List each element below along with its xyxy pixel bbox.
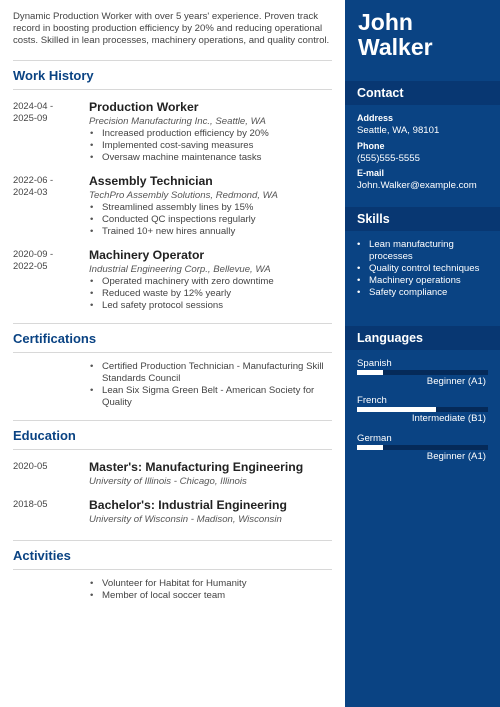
language-name: Spanish (357, 358, 392, 369)
work-start: 2022-06 - (13, 174, 54, 185)
language-level: Intermediate (B1) (411, 413, 486, 424)
divider (13, 540, 332, 541)
degree-title: Bachelor's: Industrial Engineering (89, 498, 287, 512)
job-org: Industrial Engineering Corp., Bellevue, WA (89, 264, 271, 275)
language-level-bar (357, 370, 488, 375)
job-bullets (89, 128, 332, 164)
job-org: Precision Manufacturing Inc., Seattle, WA (89, 116, 266, 127)
work-start: 2024-04 - (13, 100, 54, 111)
list-item: • Volunteer for Habitat for Humanity (89, 578, 334, 590)
work-entry-3 (13, 248, 332, 312)
sidebar (345, 0, 500, 707)
language-level-fill (357, 445, 383, 450)
last-name: Walker (358, 34, 433, 60)
list-item: • Trained 10+ new hires annually (89, 226, 332, 238)
certifications-list (89, 361, 334, 409)
address-label: Address (357, 113, 394, 123)
job-title: Production Worker (89, 100, 199, 114)
skills-heading: Skills (357, 212, 390, 226)
language-level-fill (357, 407, 436, 412)
education-date: 2018-05 (13, 498, 48, 509)
list-item: • Conducted QC inspections regularly (89, 214, 332, 226)
work-history-heading: Work History (13, 68, 94, 83)
job-title: Machinery Operator (89, 248, 205, 262)
job-title: Assembly Technician (89, 174, 213, 188)
education-date: 2020-05 (13, 460, 48, 471)
divider (13, 569, 332, 570)
work-start: 2020-09 - (13, 248, 54, 259)
contact-heading: Contact (357, 86, 404, 100)
language-level-bar (357, 407, 488, 412)
work-date (13, 100, 73, 123)
language-name: German (357, 433, 392, 444)
work-entry-1 (13, 100, 332, 164)
contact-header (345, 81, 500, 105)
divider (13, 323, 332, 324)
work-date (13, 174, 73, 197)
language-level-bar (357, 445, 488, 450)
education-entry-1 (13, 460, 332, 488)
list-item: • Quality control techniques (357, 263, 492, 275)
divider (13, 449, 332, 450)
work-entry-2 (13, 174, 332, 238)
phone-label: Phone (357, 141, 385, 151)
work-date (13, 248, 73, 271)
list-item: • Implemented cost-saving measures (89, 140, 332, 152)
degree-title: Master's: Manufacturing Engineering (89, 460, 304, 474)
job-bullets (89, 276, 332, 312)
list-item: • Lean Six Sigma Green Belt - American Society for Quality (89, 385, 334, 409)
list-item: • Operated machinery with zero downtime (89, 276, 332, 288)
skills-list (357, 239, 492, 299)
language-level: Beginner (A1) (426, 451, 486, 462)
languages-header (345, 326, 500, 350)
list-item: • Machinery operations (357, 275, 492, 287)
divider (13, 89, 332, 90)
school-name: University of Illinois - Chicago, Illinois (89, 476, 247, 487)
work-end: 2022-05 (13, 259, 48, 271)
language-level-fill (357, 370, 383, 375)
divider (13, 60, 332, 61)
job-org: TechPro Assembly Solutions, Redmond, WA (89, 190, 278, 201)
list-item: • Reduced waste by 12% yearly (89, 288, 332, 300)
skills-header (345, 207, 500, 231)
education-entry-2 (13, 498, 332, 526)
work-end: 2025-09 (13, 111, 48, 123)
address-value: Seattle, WA, 98101 (357, 125, 440, 136)
email-value: John.Walker@example.com (357, 180, 477, 191)
languages-heading: Languages (357, 331, 423, 345)
email-label: E-mail (357, 168, 385, 178)
divider (13, 352, 332, 353)
list-item: • Lean manufacturing processes (357, 239, 492, 263)
candidate-name (358, 10, 433, 60)
language-name: French (357, 395, 387, 406)
activities-list (89, 578, 334, 602)
language-level: Beginner (A1) (426, 376, 486, 387)
phone-value: (555)555-5555 (357, 153, 420, 164)
divider (13, 420, 332, 421)
certifications-heading: Certifications (13, 331, 97, 346)
job-bullets (89, 202, 332, 238)
list-item: • Led safety protocol sessions (89, 300, 332, 312)
list-item: • Certified Production Technician - Manufacturing Skill Standards Council (89, 361, 334, 385)
work-end: 2024-03 (13, 185, 48, 197)
school-name: University of Wisconsin - Madison, Wisconsin (89, 514, 282, 525)
list-item: • Member of local soccer team (89, 590, 334, 602)
list-item: • Safety compliance (357, 287, 492, 299)
activities-heading: Activities (13, 548, 71, 563)
list-item: • Increased production efficiency by 20% (89, 128, 332, 140)
education-heading: Education (13, 428, 76, 443)
summary-text: Dynamic Production Worker with over 5 years' experience. Proven track record in boosting production efficiency by 20% and reducing operational costs. Skilled in lean processes, machinery operations, and quality control. (13, 11, 330, 46)
first-name: John (358, 9, 413, 35)
list-item: • Streamlined assembly lines by 15% (89, 202, 332, 214)
list-item: • Oversaw machine maintenance tasks (89, 152, 332, 164)
